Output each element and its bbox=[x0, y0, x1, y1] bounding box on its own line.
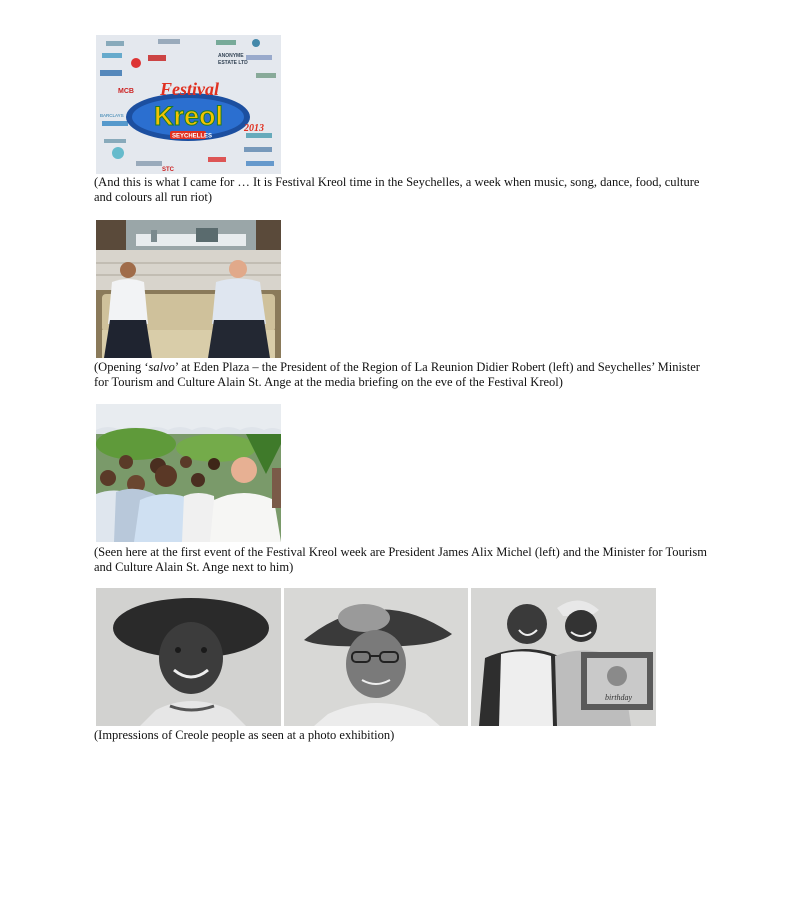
creole-men-with-framed-photo bbox=[471, 588, 656, 726]
caption-photo-exhibition: (Impressions of Creole people as seen at a photo exhibition) bbox=[94, 728, 395, 742]
eden-plaza-briefing-photo bbox=[96, 220, 281, 358]
logo-festival-text: Festival bbox=[160, 79, 219, 99]
caption-festival-kreol: (And this is what I came for … It is Festival Kreol time in the Seychelles, a week when music, song, dance, food, culture and colours all run riot) bbox=[94, 175, 700, 204]
creole-woman-glasses-portrait bbox=[284, 588, 468, 726]
creole-woman-hat-portrait bbox=[96, 588, 281, 726]
caption-eden-plaza-post: ’ at Eden Plaza – the President of the Region of La Reunion Didier Robert (left) and Seychelles’ Minister for Tourism and Culture Alain St. Ange at the media briefing on the eve of the Festival Kreol) bbox=[94, 360, 700, 389]
sponsor-stc: STC bbox=[162, 167, 174, 173]
logo-seychelles-text: SEYCHELLES bbox=[172, 133, 213, 140]
caption-eden-plaza-pre: (Opening ‘ bbox=[94, 360, 149, 374]
festival-kreol-backdrop-photo bbox=[96, 35, 281, 174]
sponsor-barclays: BARCLAYS bbox=[100, 113, 124, 118]
sponsor-estate: ESTATE LTD bbox=[218, 60, 248, 66]
festival-first-event-crowd-photo bbox=[96, 404, 281, 542]
caption-eden-plaza bbox=[94, 360, 714, 390]
logo-kreol-text: Kreol bbox=[154, 101, 224, 131]
logo-year-text: 2013 bbox=[244, 123, 264, 134]
caption-eden-plaza-salvo: salvo bbox=[148, 360, 175, 374]
framed-photo-text: birthday bbox=[605, 693, 633, 702]
caption-first-event: (Seen here at the first event of the Festival Kreol week are President James Alix Michel (left) and the Minister for Tourism and Culture Alain St. Ange next to him) bbox=[94, 545, 707, 574]
sponsor-mcb: MCB bbox=[118, 88, 134, 95]
sponsor-anonyme: ANONYME bbox=[218, 53, 244, 59]
